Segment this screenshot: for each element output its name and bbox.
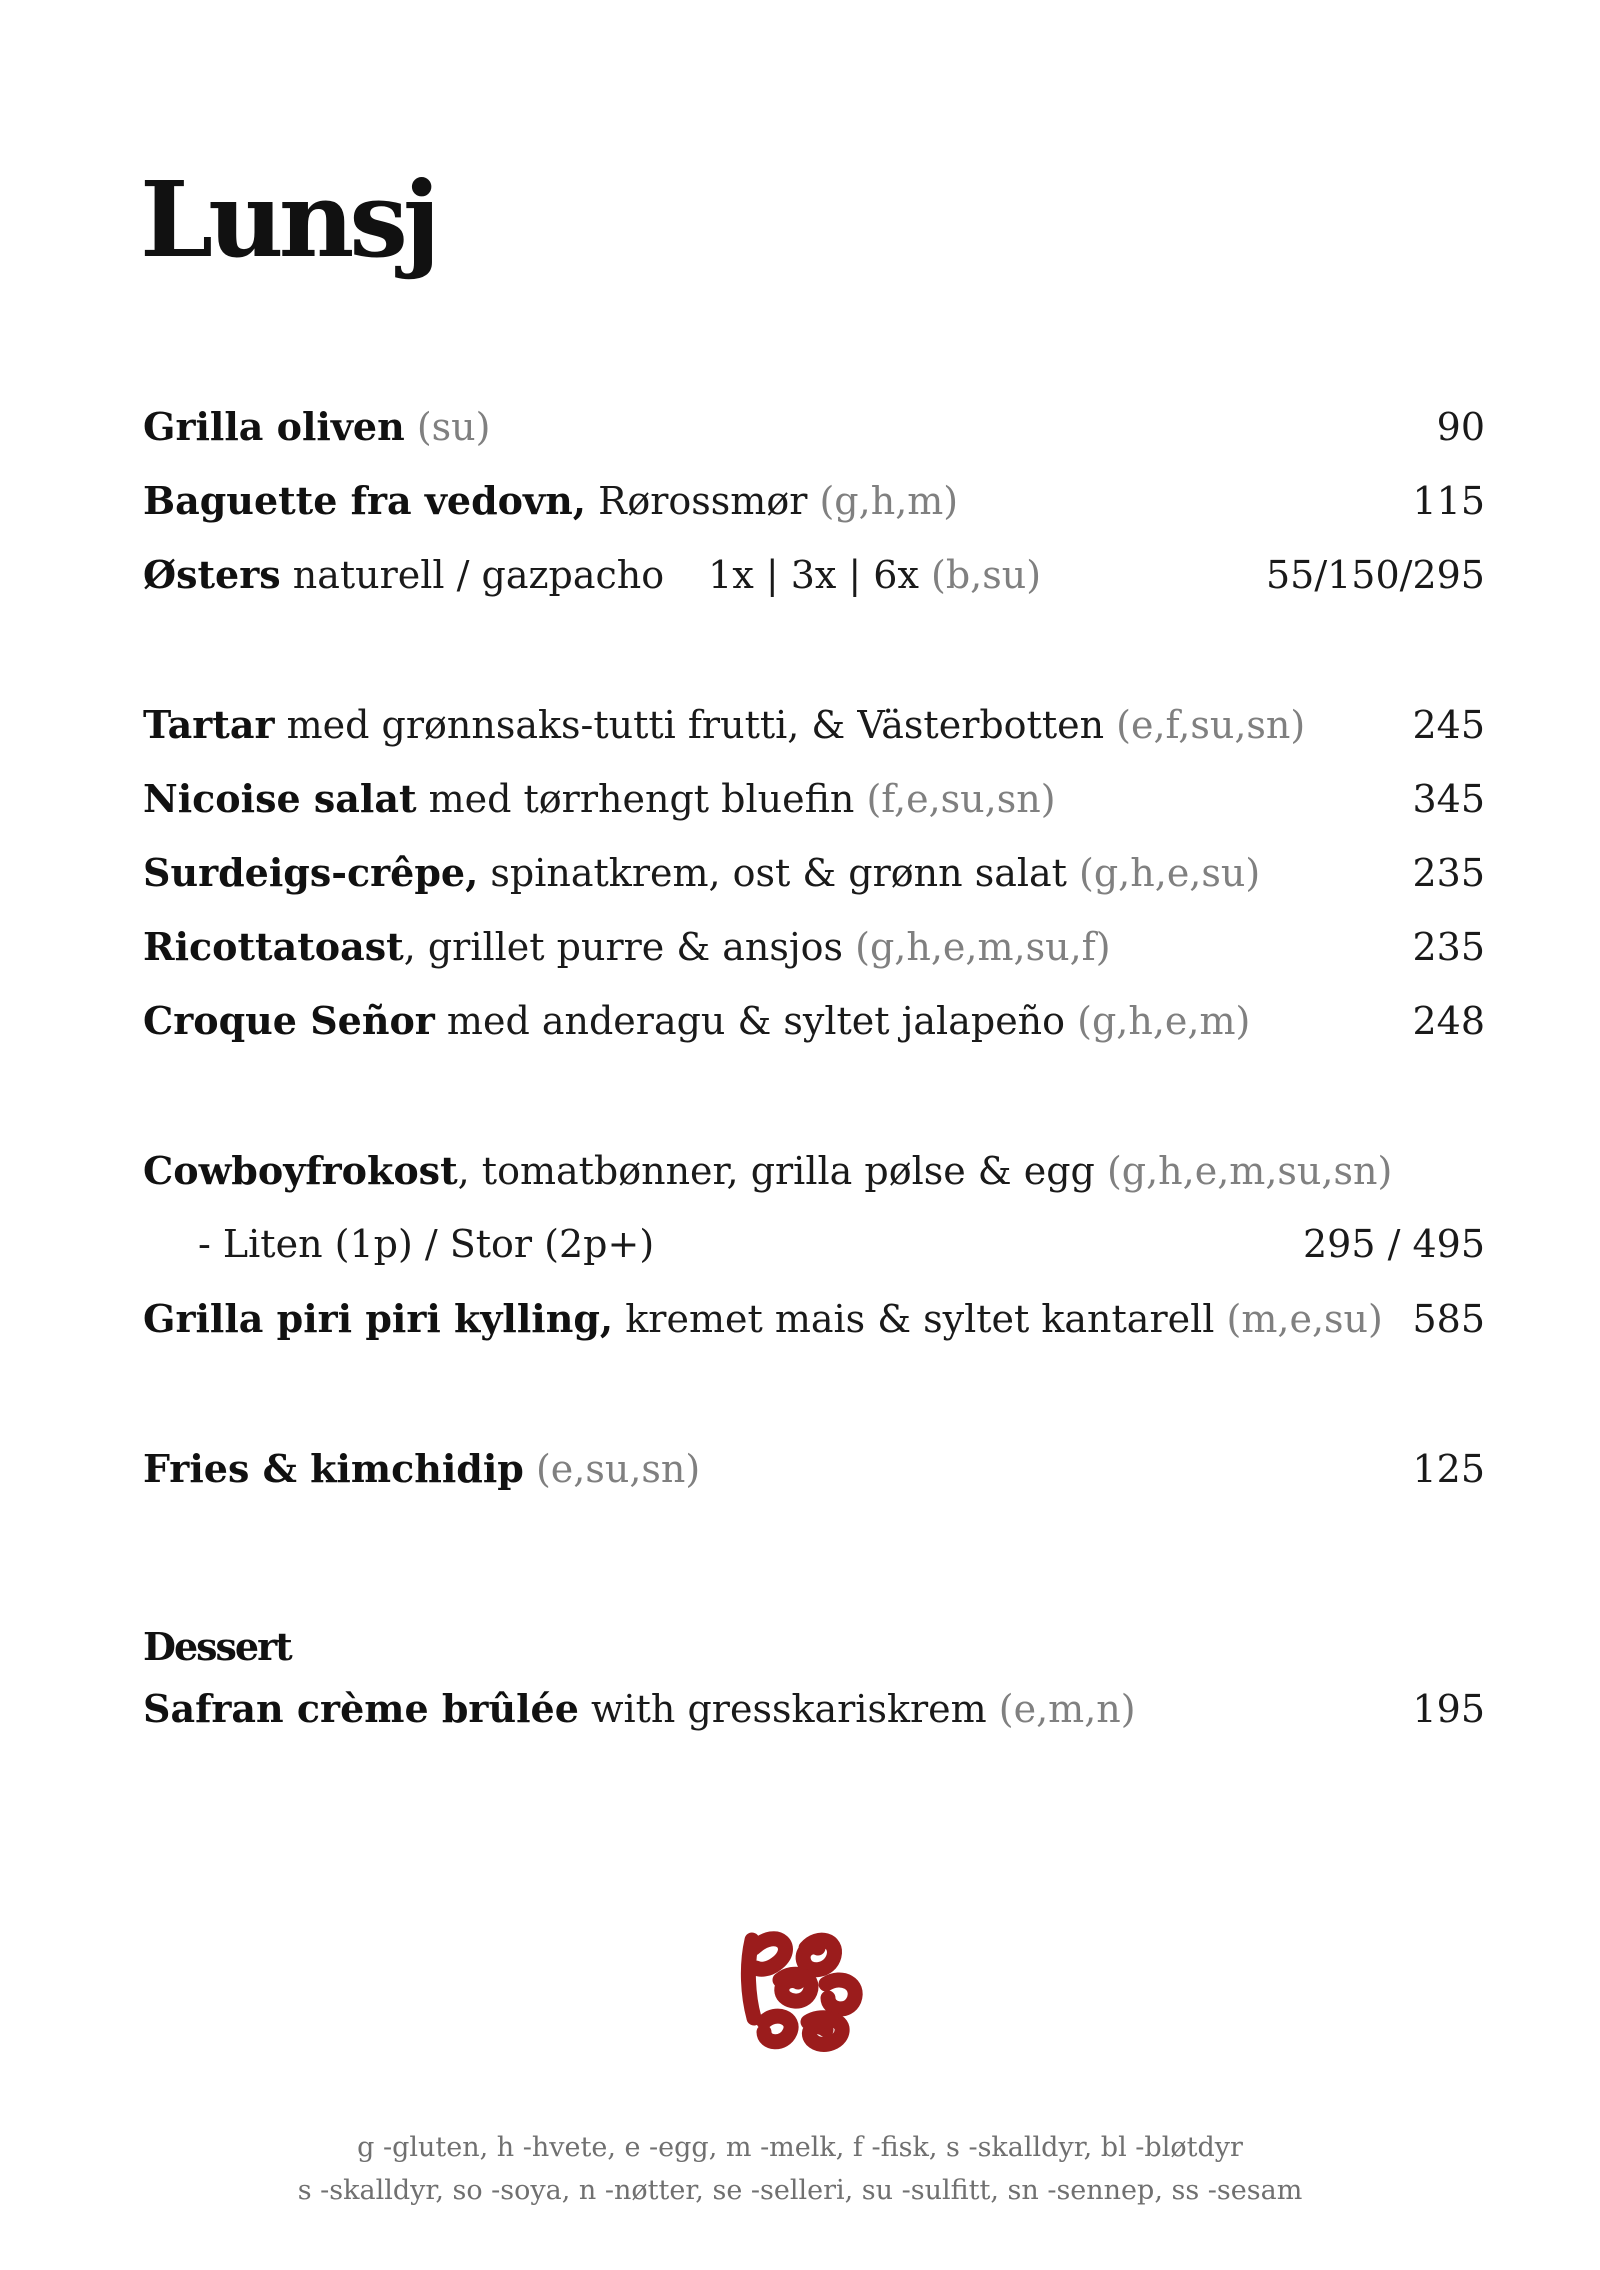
item-name: Østers [143, 552, 281, 597]
menu-item [143, 1446, 1485, 1502]
menu-item [143, 552, 1485, 608]
item-price: 115 [1412, 479, 1485, 523]
item-allergens: (g,h,m) [819, 479, 959, 523]
item-price: 235 [1412, 851, 1485, 895]
menu-item [143, 924, 1485, 980]
item-name: Ricottatoast [143, 924, 404, 969]
item-allergens: (m,e,su) [1226, 1297, 1383, 1341]
item-name: Safran crème brûlée [143, 1686, 579, 1731]
menu-item [143, 998, 1485, 1054]
item-allergens: (g,h,e,m,su,f) [855, 925, 1111, 969]
item-allergens: (g,h,e,m,su,sn) [1106, 1149, 1393, 1193]
item-description [143, 776, 1056, 821]
item-text: spinatkrem, ost & grønn salat [490, 851, 1067, 895]
item-price: 585 [1412, 1297, 1485, 1341]
item-description [143, 1446, 700, 1491]
item-price: 245 [1412, 703, 1485, 747]
item-name: Cowboyfrokost [143, 1148, 458, 1193]
menu-item [143, 702, 1485, 758]
item-allergens: (f,e,su,sn) [866, 777, 1056, 821]
item-name: Grilla oliven [143, 404, 405, 449]
item-price: 345 [1412, 777, 1485, 821]
menu-item [143, 1148, 1485, 1204]
item-description [143, 850, 1260, 895]
item-description [143, 552, 1041, 597]
item-price: 90 [1436, 405, 1485, 449]
item-text: with gresskariskrem [590, 1687, 987, 1731]
item-text: Rørossmør [598, 479, 808, 523]
item-allergens: (e,f,su,sn) [1116, 703, 1306, 747]
item-allergens: (e,su,sn) [535, 1447, 701, 1491]
item-name: Baguette fra vedovn, [143, 478, 586, 523]
item-allergens: (su) [416, 405, 491, 449]
item-text: , tomatbønner, grilla pølse & egg [457, 1149, 1095, 1193]
item-allergens: (g,h,e,su) [1079, 851, 1261, 895]
dessert-heading: Dessert [143, 1624, 291, 1669]
item-name: Fries & kimchidip [143, 1446, 524, 1491]
item-portions: 1x | 3x | 6x [708, 553, 919, 597]
item-price: 235 [1412, 925, 1485, 969]
menu-item [143, 1686, 1485, 1742]
item-text: kremet mais & syltet kantarell [625, 1297, 1215, 1341]
item-text: - Liten (1p) / Stor (2p+) [198, 1222, 655, 1266]
item-description [143, 998, 1250, 1043]
item-price: 195 [1412, 1687, 1485, 1731]
item-price: 295 / 495 [1302, 1222, 1485, 1266]
item-allergens: (g,h,e,m) [1077, 999, 1251, 1043]
item-allergens: (e,m,n) [998, 1687, 1136, 1731]
menu-item-size-option [143, 1222, 1485, 1278]
menu-item [143, 1296, 1485, 1352]
menu-item [143, 478, 1485, 534]
menu-item [143, 776, 1485, 832]
menu-item [143, 850, 1485, 906]
item-description [143, 478, 958, 523]
allergen-legend-line-1: g -gluten, h -hvete, e -egg, m -melk, f -fisk, s -skalldyr, bl -bløtdyr [357, 2132, 1243, 2163]
item-text: , grillet purre & ansjos [403, 925, 844, 969]
item-price: 125 [1412, 1447, 1485, 1491]
item-price: 55/150/295 [1265, 553, 1485, 597]
item-description [143, 1686, 1136, 1731]
item-name: Grilla piri piri kylling, [143, 1296, 614, 1341]
item-text: med anderagu & syltet jalapeño [446, 999, 1066, 1043]
item-name: Nicoise salat [143, 776, 417, 821]
item-allergens: (b,su) [931, 553, 1042, 597]
item-price: 248 [1412, 999, 1485, 1043]
item-description [143, 1222, 654, 1266]
item-description [143, 404, 490, 449]
item-text: med grønnsaks-tutti frutti, & Västerbotten [286, 703, 1105, 747]
menu-item [143, 404, 1485, 460]
item-name: Surdeigs-crêpe, [143, 850, 479, 895]
page-title: Lunsj [140, 158, 436, 281]
item-description [143, 924, 1111, 969]
item-name: Tartar [143, 702, 275, 747]
allergen-legend-line-2: s -skalldyr, so -soya, n -nøtter, se -selleri, su -sulfitt, sn -sennep, ss -sesam [297, 2175, 1303, 2206]
item-description [143, 702, 1305, 747]
item-name: Croque Señor [143, 998, 435, 1043]
item-description [143, 1296, 1383, 1341]
item-text: med tørrhengt bluefin [428, 777, 855, 821]
restaurant-logo [738, 1918, 868, 2058]
item-description [143, 1148, 1392, 1193]
item-text: naturell / gazpacho [292, 553, 665, 597]
